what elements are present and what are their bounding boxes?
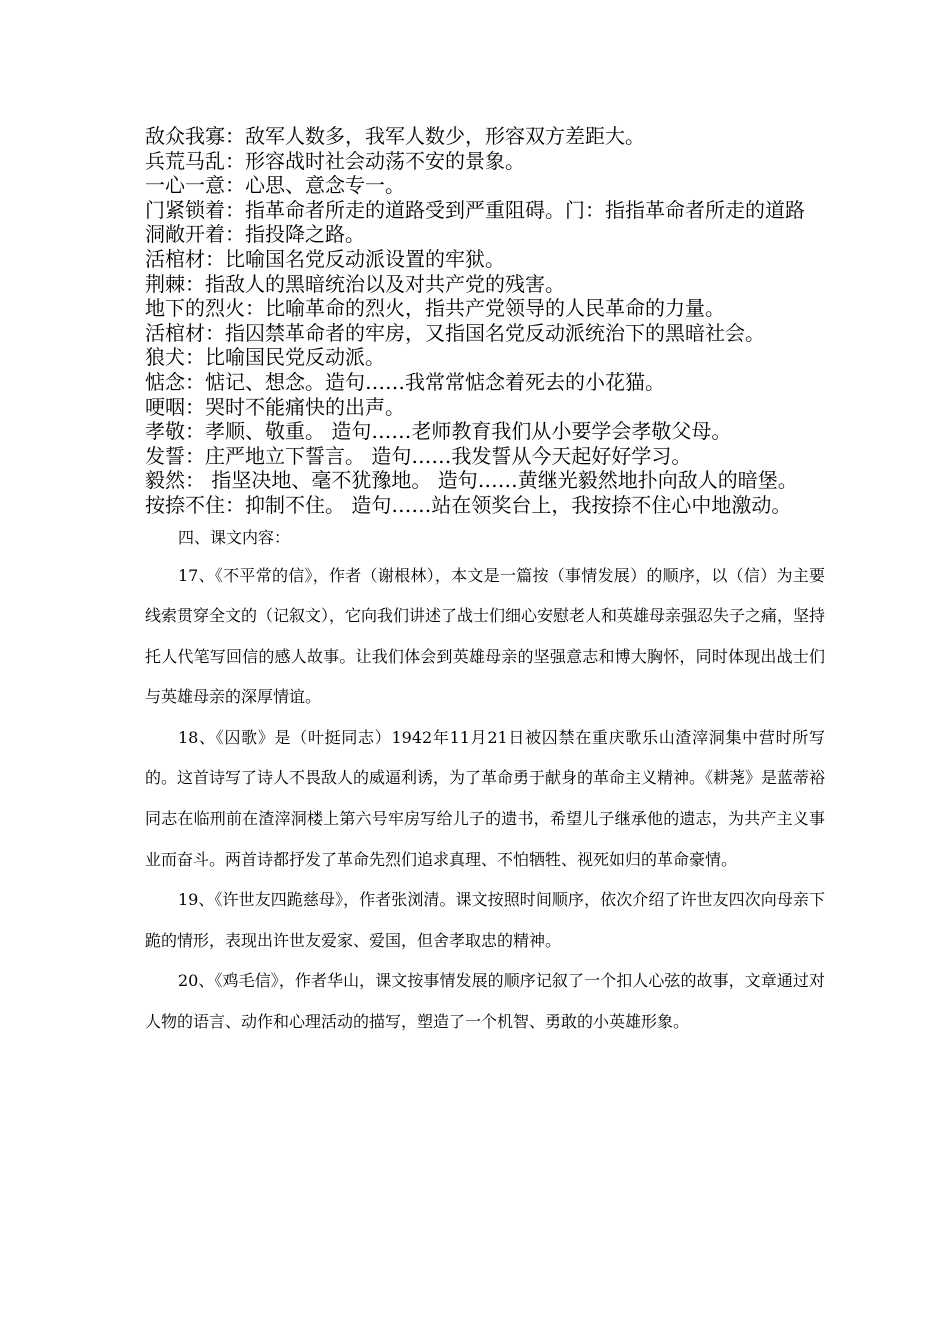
vocab-entry: 兵荒马乱：形容战时社会动荡不安的景象。 [145,148,525,173]
vocab-entry: 狼犬：比喻国民党反动派。 [145,345,385,370]
vocab-entry: 敌众我寡：敌军人数多，我军人数少，形容双方差距大。 [145,124,645,148]
content-paragraph: 17、《不平常的信》，作者（谢根林），本文是一篇按（事情发展）的顺序，以（信）为主要线索贯穿全文的（记叙文），它向我们讲述了战士们细心安慰老人和英雄母亲强忍失子之痛，坚持托人代笔写回信的感人故事。让我们体会到英雄母亲的坚强意志和博大胸怀，同时体现出战士们与英雄母亲的深厚情谊。 [145,565,826,707]
vocab-entry: 按捺不住：抑制不住。 造句……站在领奖台上，我按捺不住心中地激动。 [145,492,792,517]
vocab-entry: 一心一意：心思、意念专一。 [145,173,405,198]
vocab-entry: 惦念：惦记、想念。造句……我常常惦念着死去的小花猫。 [145,369,665,394]
vocab-entry: 地下的烈火：比喻革命的烈火，指共产党领导的人民革命的力量。 [145,296,725,321]
vocab-entry: 发誓：庄严地立下誓言。 造句……我发誓从今天起好好学习。 [145,443,692,468]
content-paragraph: 19、《许世友四跪慈母》，作者张浏清。课文按照时间顺序，依次介绍了许世友四次向母亲下跪的情形，表现出许世友爱家、爱国，但舍孝取忠的精神。 [145,890,825,950]
document-page [145,124,825,1043]
vocab-entry: 活棺材：比喻国名党反动派设置的牢狱。 [145,246,505,271]
vocab-entry: 荆棘：指敌人的黑暗统治以及对共产党的残害。 [145,271,565,296]
vocab-entry: 门紧锁着：指革命者所走的道路受到严重阻碍。门：指指革命者所走的道路 [145,197,805,222]
vocabulary-list [145,124,825,518]
vocab-entry: 活棺材：指囚禁革命者的牢房，又指国名党反动派统治下的黑暗社会。 [145,320,765,345]
vocab-entry: 哽咽：哭时不能痛快的出声。 [145,394,405,419]
section-heading: 四、课文内容： [178,527,291,547]
vocab-entry: 孝敬：孝顺、敬重。 造句……老师教育我们从小要学会孝敬父母。 [145,419,732,444]
content-paragraph: 18、《囚歌》是（叶挺同志）1942年11月21日被囚禁在重庆歌乐山渣滓洞集中营时所写的。这首诗写了诗人不畏敌人的威逼利诱，为了革命勇于献身的革命主义精神。《耕荛》是蓝蒂裕同志在临刑前在渣滓洞楼上第六号牢房写给儿子的遗书，希望儿子继承他的遗志，为共产主义事业而奋斗。两首诗都抒发了革命先烈们追求真理、不怕牺牲、视死如归的革命豪情。 [145,727,826,869]
vocab-entry: 毅然： 指坚决地、毫不犹豫地。 造句……黄继光毅然地扑向敌人的暗堡。 [145,468,798,493]
vocab-entry: 洞敞开着：指投降之路。 [145,222,365,247]
content-paragraph: 20、《鸡毛信》，作者华山，课文按事情发展的顺序记叙了一个扣人心弦的故事，文章通过对人物的语言、动作和心理活动的描写，塑造了一个机智、勇敢的小英雄形象。 [145,971,825,1032]
